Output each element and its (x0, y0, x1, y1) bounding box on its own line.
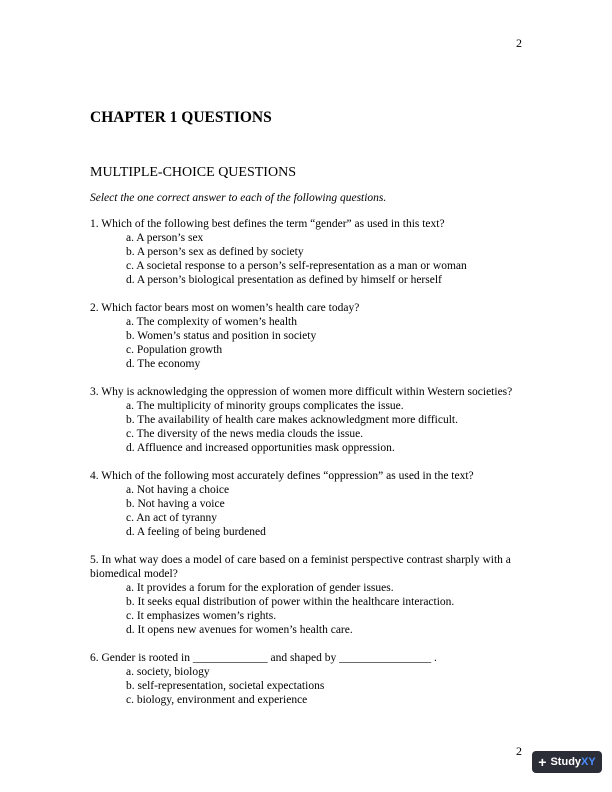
question-4 (90, 469, 522, 539)
plus-icon: + (538, 754, 547, 770)
option-d: d. A feeling of being burdened (126, 526, 266, 538)
question-text: 6. Gender is rooted in _____________ and shaped by ________________ . (90, 652, 437, 664)
question-text: 4. Which of the following most accurately defines “oppression” as used in the text? (90, 470, 474, 482)
option-d: d. A person’s biological presentation as defined by himself or herself (126, 274, 442, 286)
question-3 (90, 385, 522, 455)
option-c: c. A societal response to a person’s self-representation as a man or woman (126, 260, 467, 272)
option-b: b. Women’s status and position in society (126, 330, 317, 342)
option-a: a. It provides a forum for the exploration of gender issues. (126, 582, 394, 594)
option-list (90, 483, 522, 539)
question-text: 1. Which of the following best defines the term “gender” as used in this text? (90, 218, 445, 230)
option-list (90, 399, 522, 455)
question-text: 2. Which factor bears most on women’s health care today? (90, 302, 360, 314)
option-a: a. A person’s sex (126, 232, 204, 244)
option-c: c. An act of tyranny (126, 512, 218, 524)
brand-main: Study (550, 756, 582, 768)
option-d: d. It opens new avenues for women’s health care. (126, 624, 353, 636)
option-c: c. Population growth (126, 344, 223, 356)
question-1 (90, 217, 522, 287)
option-d: d. Affluence and increased opportunities mask oppression. (126, 442, 395, 454)
page-number-bottom: 2 (516, 744, 522, 758)
option-a: a. The multiplicity of minority groups complicates the issue. (126, 400, 404, 412)
page-number-top: 2 (516, 36, 522, 50)
question-5 (90, 553, 522, 637)
instructions: Select the one correct answer to each of the following questions. (90, 192, 387, 204)
option-a: a. society, biology (126, 666, 210, 678)
option-c: c. biology, environment and experience (126, 694, 308, 706)
option-b: b. It seeks equal distribution of power within the healthcare interaction. (126, 596, 455, 608)
option-a: a. The complexity of women’s health (126, 316, 297, 328)
question-6 (90, 651, 522, 707)
section-title: MULTIPLE-CHOICE QUESTIONS (90, 165, 296, 180)
studyxy-badge[interactable] (532, 751, 602, 773)
option-d: d. The economy (126, 358, 201, 370)
question-list (90, 217, 522, 721)
option-c: c. It emphasizes women’s rights. (126, 610, 277, 622)
question-text: 5. In what way does a model of care based on a feminist perspective contrast sharply with a biomedical model? (90, 554, 511, 580)
option-b: b. A person’s sex as defined by society (126, 246, 304, 258)
brand-accent: XY (581, 756, 596, 768)
chapter-title: CHAPTER 1 QUESTIONS (90, 109, 272, 126)
option-list (90, 315, 522, 371)
question-2 (90, 301, 522, 371)
option-c: c. The diversity of the news media clouds the issue. (126, 428, 364, 440)
option-list (90, 581, 522, 637)
option-b: b. The availability of health care makes acknowledgment more difficult. (126, 414, 459, 426)
option-a: a. Not having a choice (126, 484, 230, 496)
option-b: b. Not having a voice (126, 498, 225, 510)
option-b: b. self-representation, societal expectations (126, 680, 325, 692)
option-list (90, 665, 522, 707)
brand-logo-text (550, 756, 595, 768)
option-list (90, 231, 522, 287)
question-text: 3. Why is acknowledging the oppression of women more difficult within Western societies? (90, 386, 513, 398)
